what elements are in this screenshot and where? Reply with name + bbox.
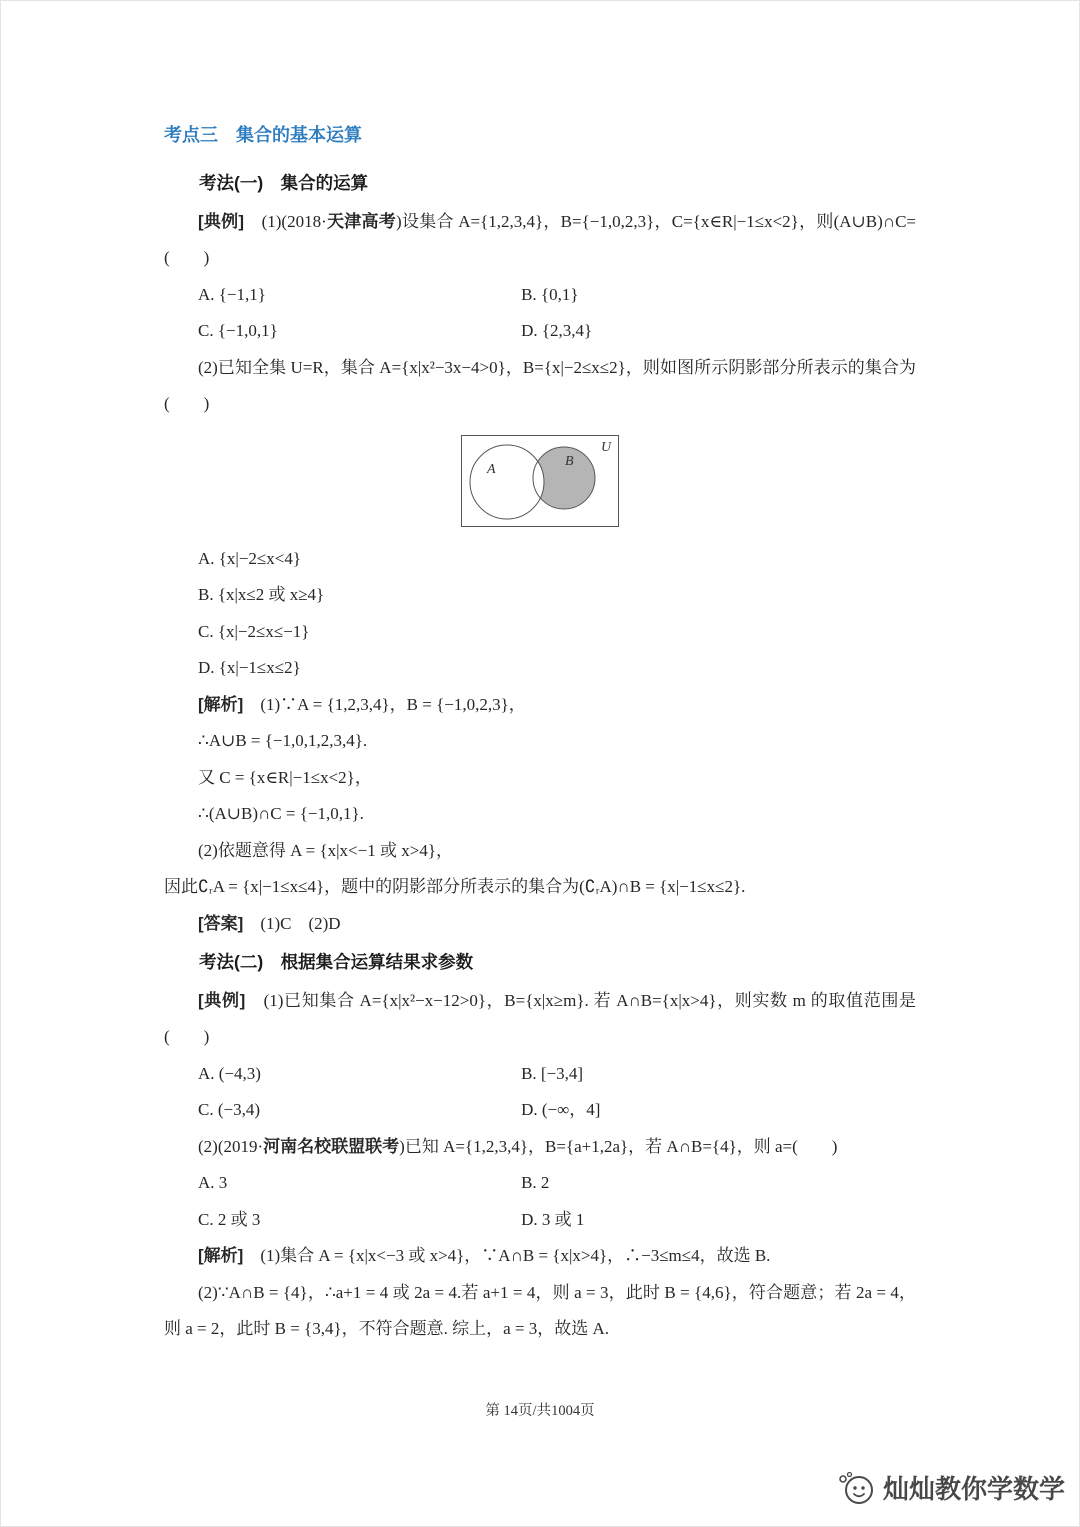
m1-q2-option-d: D. {x|−1≤x≤2}	[198, 658, 301, 678]
m1-q1-options	[164, 277, 916, 350]
m1-q2-option-c: C. {x|−2≤x≤−1}	[198, 621, 310, 641]
venn-svg	[461, 435, 619, 527]
page-number: 第 14页/共1004页	[485, 1403, 595, 1419]
m1-example2-paragraph: (2)已知全集 U=R，集合 A={x|x²−3x−4>0}，B={x|−2≤x≤2}，则如图所示阴影部分所表示的集合为( )	[164, 357, 916, 414]
m1-analysis-line-3: 又 C = {x∈R|−1≤x<2}，	[198, 767, 372, 787]
m2-analysis-line-1: (1)集合 A = {x|x<−3 或 x>4}，∵A∩B = {x|x>4}，∴−3≤m≤4，故选 B.	[243, 1246, 771, 1266]
m1-answer-text: (1)C (2)D	[243, 913, 341, 933]
m2-q2-option-b: B. 2	[521, 1173, 550, 1193]
m1-analysis-line-2: ∴A∪B = {−1,0,1,2,3,4}.	[198, 731, 368, 751]
m1-example-label: [典例]	[198, 211, 245, 231]
m1-example1-pre: (1)(2018·	[244, 211, 327, 231]
m1-example1-rest: )设集合 A={1,2,3,4}，B={−1,0,2,3}，C={x∈R|−1≤x<2}，则(A∪B)∩C=( )	[164, 211, 916, 268]
m2-q1-option-b: B. [−3,4]	[521, 1063, 584, 1083]
m1-q1-option-c: C. {−1,0,1}	[198, 321, 278, 341]
m2-example2-paragraph	[164, 1129, 916, 1166]
venn-diagram	[164, 435, 916, 527]
m2-example-label: [典例]	[198, 990, 246, 1010]
watermark-text: 灿灿教你学数学	[882, 1474, 1065, 1504]
m2-q1-option-d: D. (−∞，4]	[521, 1100, 601, 1120]
watermark	[836, 1469, 1065, 1506]
m1-answer-label: [答案]	[198, 913, 244, 933]
m1-analysis-line-4: ∴(A∪B)∩C = {−1,0,1}.	[198, 804, 364, 824]
watermark-logo-icon	[836, 1470, 876, 1506]
m1-q2-option-b: B. {x|x≤2 或 x≥4}	[198, 585, 325, 605]
section-title: 考点三 集合的基本运算	[164, 125, 362, 145]
venn-a-label: A	[487, 461, 496, 477]
m2-q2-options	[164, 1165, 916, 1238]
m2-example1-text: (1)已知集合 A={x|x²−x−12>0}，B={x|x≥m}. 若 A∩B={x|x>4}，则实数 m 的取值范围是( )	[164, 990, 917, 1047]
m1-q1-option-b: B. {0,1}	[521, 284, 579, 304]
venn-b-label: B	[565, 453, 574, 469]
m1-analysis-label: [解析]	[198, 694, 244, 714]
m2-analysis-label: [解析]	[198, 1246, 244, 1266]
m1-analysis-first: (1)∵A = {1,2,3,4}，B = {−1,0,2,3}，	[243, 694, 526, 714]
method2-title: 考法(二) 根据集合运算结果求参数	[199, 952, 474, 973]
m2-q1-option-c: C. (−3,4)	[198, 1100, 260, 1120]
m1-q1-option-d: D. {2,3,4}	[521, 321, 593, 341]
m2-q1-options	[164, 1056, 916, 1129]
m2-q1-option-a: A. (−4,3)	[198, 1063, 261, 1083]
m1-example1-source: 天津高考	[326, 211, 397, 231]
m1-q2-option-a: A. {x|−2≤x<4}	[198, 548, 302, 568]
m2-example2-pre: (2)(2019·	[198, 1136, 264, 1156]
venn-universe-label: U	[601, 439, 612, 455]
m1-q1-option-a: A. {−1,1}	[198, 284, 266, 304]
m1-q2-options	[164, 541, 916, 687]
m2-analysis-paragraph-2: (2)∵A∩B = {4}，∴a+1 = 4 或 2a = 4.若 a+1 = 4，则 a = 3，此时 B = {4,6}，符合题意；若 2a = 4，则 a = 2，此时 B = {3,4}，不符合题意. 综上，a = 3，故选 A.	[164, 1282, 916, 1339]
m2-example2-source: 河南名校联盟联考	[263, 1136, 400, 1156]
m1-answer-paragraph	[164, 906, 916, 943]
m2-q2-option-d: D. 3 或 1	[521, 1209, 585, 1229]
m2-example1-paragraph	[164, 983, 916, 1056]
m2-analysis-paragraph-1	[164, 1238, 916, 1275]
m1-analysis-line-5: (2)依题意得 A = {x|x<−1 或 x>4}，	[198, 840, 453, 860]
m1-analysis-line-6: 因此∁ᵣA = {x|−1≤x≤4}，题中的阴影部分所表示的集合为(∁ᵣA)∩B = {x|−1≤x≤2}.	[164, 877, 746, 897]
m1-example1-paragraph	[164, 204, 916, 277]
m1-analysis-paragraph-1	[164, 687, 916, 724]
m2-q2-option-c: C. 2 或 3	[198, 1209, 261, 1229]
m2-example2-rest: )已知 A={1,2,3,4}，B={a+1,2a}，若 A∩B={4}，则 a=( )	[399, 1136, 838, 1156]
method1-title: 考法(一) 集合的运算	[199, 173, 369, 194]
m2-q2-option-a: A. 3	[198, 1173, 228, 1193]
